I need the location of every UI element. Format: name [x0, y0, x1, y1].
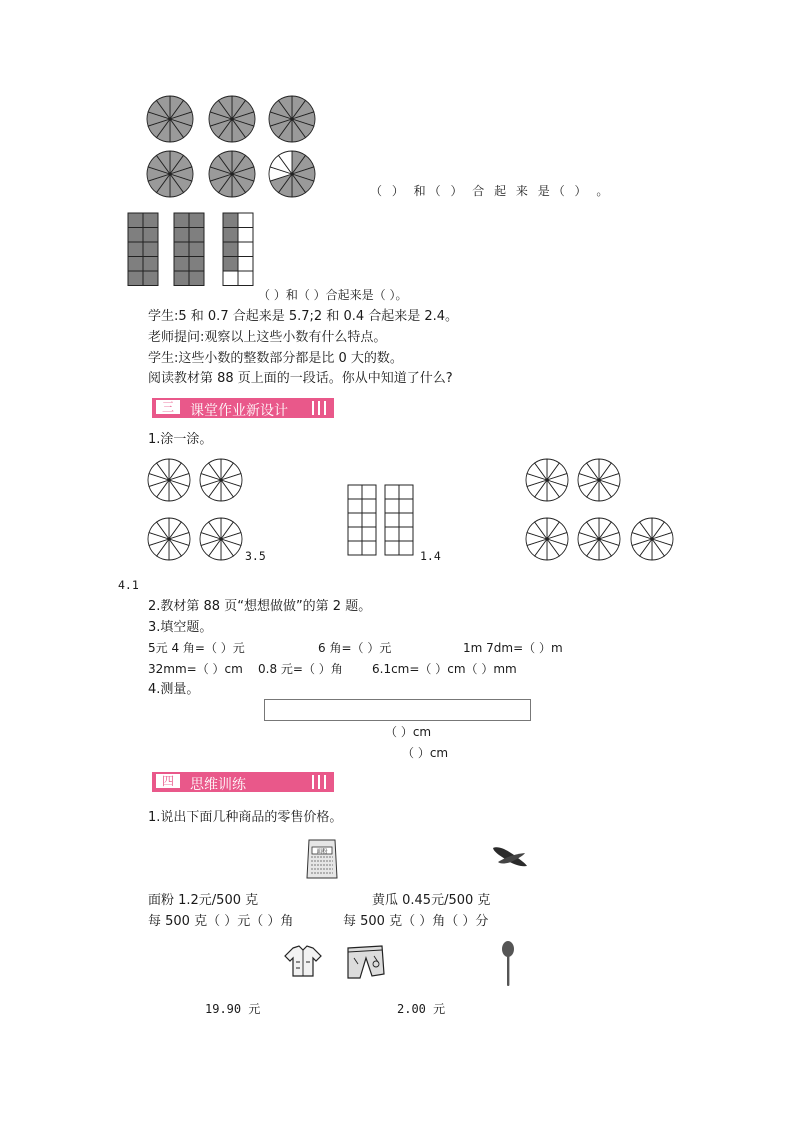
- shaded-cell: [143, 257, 158, 272]
- shaded-cell: [189, 271, 204, 286]
- fill-blank-6: 6.1cm=（ ）cm（ ）mm: [372, 662, 517, 676]
- blank-cell: [362, 527, 376, 541]
- shaded-cell: [174, 257, 189, 272]
- blank-cell: [348, 527, 362, 541]
- shaded-cell: [143, 228, 158, 243]
- shaded-cell: [128, 257, 143, 272]
- measure-answer-1: （ ）cm: [385, 725, 432, 739]
- question-3-4: 4.测量。: [148, 682, 200, 697]
- blank-cell: [362, 513, 376, 527]
- fill-blank-1: 5元 4 角=（ ）元: [148, 641, 245, 655]
- section-3-title: 课堂作业新设计: [190, 403, 288, 419]
- cucumber-icon: [490, 842, 530, 870]
- blank-cell: [348, 541, 362, 555]
- blank-circles-b: [522, 455, 682, 565]
- blank-cell: [348, 499, 362, 513]
- blank-cell: [238, 242, 253, 257]
- banner-stripe: [312, 401, 314, 415]
- flour-bag-icon: [305, 837, 339, 881]
- measure-answer-2: （ ）cm: [402, 746, 449, 760]
- dialog-line-1: 学生:5 和 0.7 合起来是 5.7;2 和 0.4 合起来是 2.4。: [148, 309, 459, 324]
- shaded-cell: [174, 213, 189, 228]
- shaded-cell: [174, 242, 189, 257]
- blank-cell: [238, 228, 253, 243]
- blank-cell: [348, 485, 362, 499]
- label-1-4: 1.4: [420, 549, 441, 563]
- section-3-number: 三: [155, 399, 181, 415]
- blank-cell: [385, 527, 399, 541]
- blank-cell: [399, 541, 413, 555]
- section-4-title: 思维训练: [190, 777, 246, 793]
- shaded-cell: [174, 228, 189, 243]
- grids-answer-line: （ ）和（ ）合起来是（ ）。: [258, 288, 408, 302]
- shaded-cell: [189, 213, 204, 228]
- fill-blank-4: 32mm=（ ）cm: [148, 662, 243, 676]
- pants-icon: [344, 944, 386, 980]
- banner-stripe: [312, 775, 314, 789]
- fill-blank-3: 1m 7dm=（ ）m: [463, 641, 563, 655]
- blank-cell: [399, 513, 413, 527]
- flour-price: 面粉 1.2元/500 克: [148, 893, 259, 908]
- blank-cell: [223, 271, 238, 286]
- dialog-line-3: 学生:这些小数的整数部分都是比 0 大的数。: [148, 351, 403, 366]
- per-500g-yuan-jiao: 每 500 克（ ）元（ ）角: [148, 914, 294, 929]
- blank-cell: [385, 499, 399, 513]
- circles-answer-line: （ ） 和（ ） 合 起 来 是（ ） 。: [370, 184, 612, 198]
- shaded-cell: [143, 271, 158, 286]
- shaded-cell: [223, 228, 238, 243]
- spoon-icon: [500, 940, 516, 988]
- shaded-cell: [223, 242, 238, 257]
- shaded-cell: [189, 242, 204, 257]
- fill-blank-5: 0.8 元=（ ）角: [258, 662, 343, 676]
- shaded-cell: [128, 242, 143, 257]
- banner-stripe: [318, 775, 320, 789]
- blank-cell: [362, 541, 376, 555]
- blank-cell: [238, 257, 253, 272]
- blank-cell: [238, 271, 253, 286]
- blank-cell: [348, 513, 362, 527]
- dialog-line-4: 阅读教材第 88 页上面的一段话。你从中知道了什么?: [148, 371, 453, 386]
- shaded-cell: [128, 213, 143, 228]
- banner-stripe: [324, 775, 326, 789]
- section-4-banner: [152, 772, 334, 792]
- section-4-number: 四: [155, 773, 181, 789]
- question-3-2: 2.教材第 88 页“想想做做”的第 2 题。: [148, 599, 372, 614]
- question-3-1: 1.涂一涂。: [148, 432, 213, 447]
- label-3-5: 3.5: [245, 549, 266, 563]
- shaded-cell: [223, 213, 238, 228]
- shaded-cell: [128, 271, 143, 286]
- blank-cell: [362, 485, 376, 499]
- shaded-cell: [189, 228, 204, 243]
- shirt-icon: [283, 944, 323, 978]
- blank-cell: [399, 527, 413, 541]
- blank-cell: [399, 499, 413, 513]
- cucumber-price: 黄瓜 0.45元/500 克: [372, 893, 491, 908]
- blank-cell: [362, 499, 376, 513]
- blank-circles-a: [144, 455, 249, 565]
- shaded-circles-figure: [140, 92, 330, 202]
- blank-cell: [399, 485, 413, 499]
- clothes-price: 19.90 元: [205, 1002, 261, 1016]
- blank-cell: [385, 513, 399, 527]
- shaded-cell: [143, 242, 158, 257]
- shaded-cell: [174, 271, 189, 286]
- fill-blank-2: 6 角=（ ）元: [318, 641, 392, 655]
- blank-grids: [345, 483, 417, 557]
- flour-bag-label: 面粉: [316, 849, 328, 855]
- blank-cell: [238, 213, 253, 228]
- spoon-price: 2.00 元: [397, 1002, 446, 1016]
- shaded-cell: [128, 228, 143, 243]
- question-4-1: 1.说出下面几种商品的零售价格。: [148, 810, 343, 825]
- section-3-banner: [152, 398, 334, 418]
- shaded-grids-figure: [125, 210, 260, 290]
- dialog-line-2: 老师提问:观察以上这些小数有什么特点。: [148, 330, 387, 345]
- blank-cell: [385, 541, 399, 555]
- shaded-cell: [143, 213, 158, 228]
- measure-rectangle: [264, 699, 531, 721]
- blank-cell: [385, 485, 399, 499]
- shaded-cell: [189, 257, 204, 272]
- shaded-cell: [223, 257, 238, 272]
- banner-stripe: [318, 401, 320, 415]
- per-500g-jiao-fen: 每 500 克（ ）角（ ）分: [343, 914, 489, 929]
- question-3-3: 3.填空题。: [148, 620, 213, 635]
- banner-stripe: [324, 401, 326, 415]
- label-4-1: 4.1: [118, 578, 139, 592]
